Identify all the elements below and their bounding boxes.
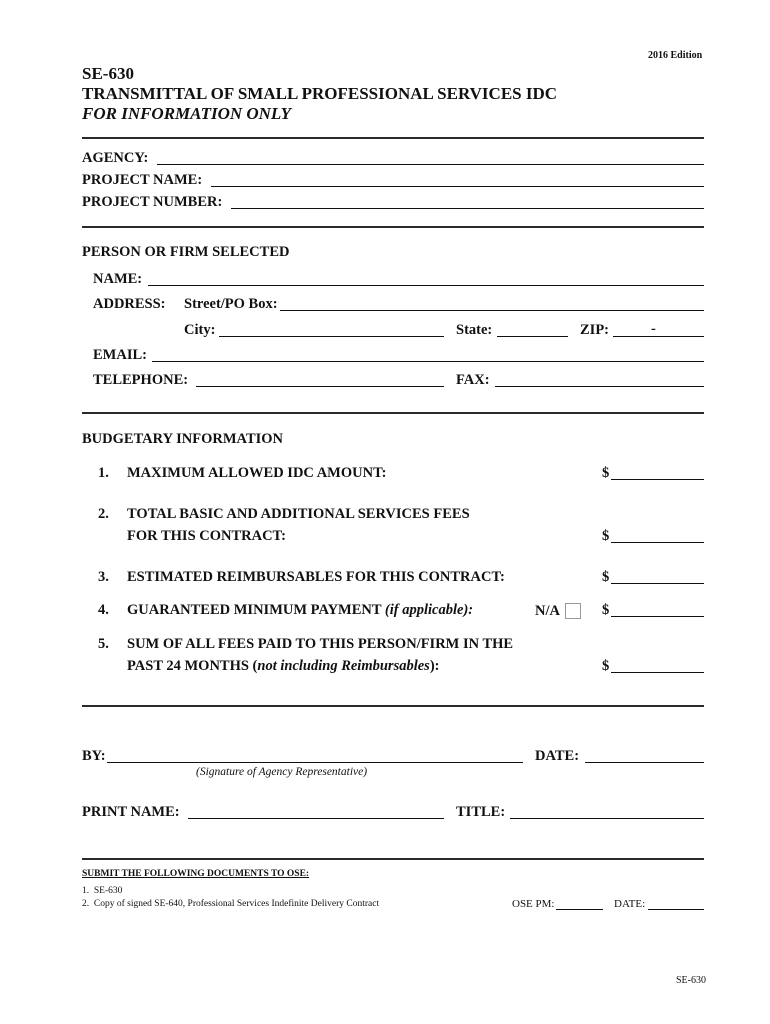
- total-fees-amount-field[interactable]: [611, 542, 704, 543]
- form-title: TRANSMITTAL OF SMALL PROFESSIONAL SERVICES IDC: [82, 84, 558, 103]
- max-idc-label: MAXIMUM ALLOWED IDC AMOUNT:: [127, 465, 387, 481]
- date-label: DATE:: [535, 748, 580, 764]
- edition-label: 2016 Edition: [648, 50, 703, 61]
- footer-form-id: SE-630: [676, 975, 706, 986]
- project-number-field[interactable]: [231, 208, 704, 209]
- print-name-label: PRINT NAME:: [82, 804, 180, 820]
- signature-caption: (Signature of Agency Representative): [196, 766, 368, 778]
- street-field[interactable]: [280, 310, 704, 311]
- reimbursables-label: ESTIMATED REIMBURSABLES FOR THIS CONTRACT:: [127, 569, 505, 585]
- name-label: NAME:: [93, 271, 143, 287]
- min-payment-label: GUARANTEED MINIMUM PAYMENT (if applicable):: [127, 602, 474, 618]
- city-field[interactable]: [219, 336, 444, 337]
- ose-pm-field[interactable]: [556, 909, 603, 910]
- divider: [82, 705, 704, 707]
- telephone-label: TELEPHONE:: [93, 372, 189, 388]
- email-label: EMAIL:: [93, 347, 147, 363]
- zip-field[interactable]: [613, 336, 704, 337]
- max-idc-amount-field[interactable]: [611, 479, 704, 480]
- agency-label: AGENCY:: [82, 150, 149, 166]
- min-payment-amount-field[interactable]: [611, 616, 704, 617]
- dollar-sign: $: [602, 569, 610, 585]
- fax-field[interactable]: [495, 386, 704, 387]
- doc-item: 2. Copy of signed SE-640, Professional Services Indefinite Delivery Contract: [82, 899, 380, 909]
- doc-item: 1. SE-630: [82, 886, 123, 896]
- divider: [82, 858, 704, 860]
- dollar-sign: $: [602, 528, 610, 544]
- budget-section-title: BUDGETARY INFORMATION: [82, 431, 284, 447]
- agency-field[interactable]: [157, 164, 704, 165]
- title-label: TITLE:: [456, 804, 506, 820]
- form-subtitle: FOR INFORMATION ONLY: [82, 104, 292, 123]
- divider: [82, 412, 704, 414]
- sum-fees-label: SUM OF ALL FEES PAID TO THIS PERSON/FIRM IN THE: [127, 636, 514, 652]
- name-field[interactable]: [148, 285, 704, 286]
- city-label: City:: [184, 322, 216, 338]
- submit-heading: SUBMIT THE FOLLOWING DOCUMENTS TO OSE:: [82, 869, 310, 879]
- project-name-field[interactable]: [211, 186, 704, 187]
- item-number: 5.: [98, 636, 109, 652]
- ose-date-label: DATE:: [614, 898, 646, 910]
- item-number: 3.: [98, 569, 109, 585]
- item-number: 1.: [98, 465, 109, 481]
- na-label: N/A: [535, 603, 560, 619]
- person-section-title: PERSON OR FIRM SELECTED: [82, 244, 290, 260]
- project-name-label: PROJECT NAME:: [82, 172, 203, 188]
- reimbursables-amount-field[interactable]: [611, 583, 704, 584]
- print-name-field[interactable]: [188, 818, 444, 819]
- sum-fees-amount-field[interactable]: [611, 672, 704, 673]
- item-number: 4.: [98, 602, 109, 618]
- form-id: SE-630: [82, 64, 134, 83]
- email-field[interactable]: [152, 361, 704, 362]
- zip-dash: -: [651, 321, 656, 337]
- item-number: 2.: [98, 506, 109, 522]
- signature-field[interactable]: [107, 762, 523, 763]
- zip-label: ZIP:: [580, 322, 609, 338]
- ose-pm-label: OSE PM:: [512, 898, 555, 910]
- by-label: BY:: [82, 748, 106, 764]
- divider: [82, 226, 704, 228]
- sum-fees-label-line2: PAST 24 MONTHS (not including Reimbursables):: [127, 658, 440, 674]
- telephone-field[interactable]: [196, 386, 444, 387]
- na-checkbox[interactable]: [565, 603, 581, 619]
- state-label: State:: [456, 322, 493, 338]
- dollar-sign: $: [602, 658, 610, 674]
- dollar-sign: $: [602, 465, 610, 481]
- ose-date-field[interactable]: [648, 909, 704, 910]
- street-label: Street/PO Box:: [184, 296, 278, 312]
- divider: [82, 137, 704, 139]
- address-label: ADDRESS:: [93, 296, 166, 312]
- dollar-sign: $: [602, 602, 610, 618]
- title-field[interactable]: [510, 818, 704, 819]
- fax-label: FAX:: [456, 372, 490, 388]
- state-field[interactable]: [497, 336, 568, 337]
- total-fees-label-line2: FOR THIS CONTRACT:: [127, 528, 286, 544]
- total-fees-label: TOTAL BASIC AND ADDITIONAL SERVICES FEES: [127, 506, 470, 522]
- signature-date-field[interactable]: [585, 762, 704, 763]
- project-number-label: PROJECT NUMBER:: [82, 194, 223, 210]
